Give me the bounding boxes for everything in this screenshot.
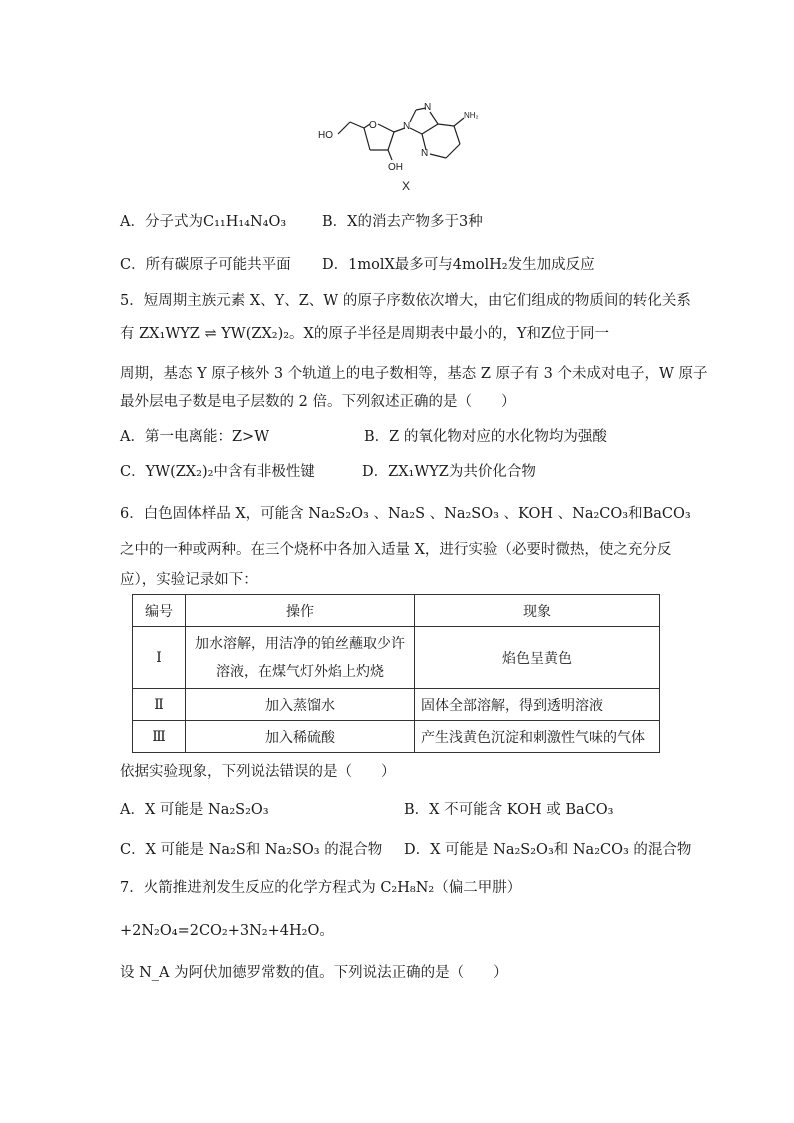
header-operation: 操作 <box>186 595 415 627</box>
row-operation-line-2: 溶液，在煤气灯外焰上灼烧 <box>216 663 384 680</box>
q4-option-d: D．1molX最多可与4molH₂发生加成反应 <box>322 257 595 273</box>
q6-line-2: 之中的一种或两种。在三个烧杯中各加入适量 X，进行实验（必要时微热，使之充分反 <box>120 542 672 558</box>
ho-label: HO <box>318 130 333 141</box>
q6-option-a: A．X 可能是 Na₂S₂O₃ <box>120 802 269 818</box>
row-id: Ⅲ <box>133 721 186 753</box>
q4-option-a: A．分子式为C₁₁H₁₄N₄O₃ <box>120 214 287 230</box>
n-top-label: N <box>424 102 432 113</box>
q7-line-3: 设 N_A 为阿伏加德罗常数的值。下列说法正确的是（ ） <box>120 965 508 981</box>
row-id: Ⅰ <box>133 627 186 689</box>
experiment-table <box>132 594 660 753</box>
q5-option-b: B．Z 的氧化物对应的水化物均为强酸 <box>364 429 607 445</box>
q5-line-2: 有 ZX₁WYZ ⇌ YW(ZX₂)₂。X的原子半径是周期表中最小的，Y和Z位于同一 <box>120 326 610 342</box>
q5-option-c: C．YW(ZX₂)₂中含有非极性键 <box>120 464 315 480</box>
q4-option-b: B．X的消去产物多于3种 <box>322 214 483 230</box>
ring-oxygen-label: O <box>369 120 377 131</box>
q7-line-2: +2N₂O₄=2CO₂+3N₂+4H₂O。 <box>120 923 334 939</box>
x-label: X <box>402 179 411 193</box>
q6-option-b: B．X 不可能含 KOH 或 BaCO₃ <box>404 802 614 818</box>
q5-option-d: D．ZX₁WYZ为共价化合物 <box>362 464 536 480</box>
row-operation: 加入蒸馏水 <box>186 689 415 721</box>
n-link-label: N <box>403 121 411 132</box>
table-header-row <box>133 595 660 627</box>
row-phenomenon: 固体全部溶解，得到透明溶液 <box>415 689 660 721</box>
row-operation-line-1: 加水溶解，用洁净的铂丝蘸取少许 <box>195 635 405 652</box>
q5-option-a: A．第一电离能：Z>W <box>120 429 270 445</box>
oh-label: OH <box>388 162 403 173</box>
table-row <box>133 721 660 753</box>
q6-option-c: C．X 可能是 Na₂S和 Na₂SO₃ 的混合物 <box>120 842 383 858</box>
n-bottom-label: N <box>421 148 429 159</box>
row-phenomenon: 焰色呈黄色 <box>415 627 660 689</box>
q6-option-d: D．X 可能是 Na₂S₂O₃和 Na₂CO₃ 的混合物 <box>404 842 692 858</box>
q7-line-1: 7．火箭推进剂发生反应的化学方程式为 C₂H₈N₂（偏二甲肼） <box>120 880 522 896</box>
q5-line-1: 5．短周期主族元素 X、Y、Z、W 的原子序数依次增大，由它们组成的物质间的转化关系 <box>120 293 691 309</box>
q5-line-3: 周期，基态 Y 原子核外 3 个轨道上的电子数相等，基态 Z 原子有 3 个未成对电子，W 原子 <box>120 366 708 382</box>
nh2-label: NH₂ <box>464 111 479 120</box>
row-operation <box>186 627 415 689</box>
molecule-x-structure <box>312 98 482 196</box>
header-phenomenon: 现象 <box>415 595 660 627</box>
table-row <box>133 689 660 721</box>
q4-option-c: C．所有碳原子可能共平面 <box>120 257 291 273</box>
row-operation: 加入稀硫酸 <box>186 721 415 753</box>
row-id: Ⅱ <box>133 689 186 721</box>
row-phenomenon: 产生浅黄色沉淀和刺激性气味的气体 <box>415 721 660 753</box>
q5-line-4: 最外层电子数是电子层数的 2 倍。下列叙述正确的是（ ） <box>120 394 516 410</box>
q6-line-1: 6．白色固体样品 X，可能含 Na₂S₂O₃ 、Na₂S 、Na₂SO₃ 、KOH 、Na₂CO₃和BaCO₃ <box>120 506 691 522</box>
q6-line-3: 应），实验记录如下： <box>120 572 258 588</box>
header-id: 编号 <box>133 595 186 627</box>
q6-after-table: 依据实验现象，下列说法错误的是（ ） <box>120 764 396 780</box>
table-row <box>133 627 660 689</box>
